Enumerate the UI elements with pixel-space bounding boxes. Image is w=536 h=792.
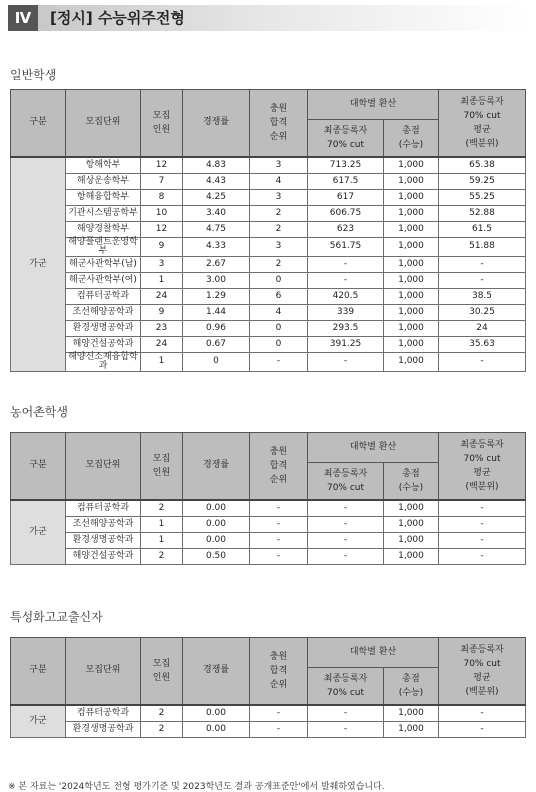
cell-total: 1,000: [384, 548, 439, 564]
table-row: [11, 221, 526, 237]
table-row: [11, 256, 526, 272]
cell-quota: 2: [141, 721, 183, 737]
cell-quota: 7: [141, 173, 183, 189]
cell-rank: 4: [250, 173, 308, 189]
cell-competition: 4.25: [183, 189, 250, 205]
cell-competition: 0.00: [183, 516, 250, 532]
table-row: [11, 288, 526, 304]
cell-rank: -: [250, 532, 308, 548]
cell-quota: 23: [141, 320, 183, 336]
cell-unit: 컴퓨터공학과: [66, 288, 141, 304]
cell-gubun: 가군: [11, 500, 66, 565]
cell-rank: 3: [250, 237, 308, 256]
cell-cut70: -: [308, 272, 384, 288]
cell-quota: 12: [141, 221, 183, 237]
cell-pct: 65.38: [439, 157, 526, 174]
table-general: [10, 89, 526, 372]
cell-total: 1,000: [384, 705, 439, 722]
cell-unit: 환경생명공학과: [66, 532, 141, 548]
cell-rank: 2: [250, 205, 308, 221]
col-quota: 모집 인원: [141, 433, 183, 500]
col-rank: 충원 합격 순위: [250, 433, 308, 500]
cell-total: 1,000: [384, 532, 439, 548]
page-title: [정시] 수능위주전형: [50, 9, 185, 27]
cell-unit: 해양건설공학과: [66, 548, 141, 564]
table-row: [11, 272, 526, 288]
cell-cut70: 339: [308, 304, 384, 320]
col-pct: 최종등록자 70% cut 평균 (백분위): [439, 90, 526, 157]
table-row: [11, 237, 526, 256]
col-conv-group: 대학별 환산: [308, 433, 439, 463]
cell-rank: -: [250, 500, 308, 517]
cell-quota: 10: [141, 205, 183, 221]
cell-rank: 0: [250, 336, 308, 352]
cell-cut70: 391.25: [308, 336, 384, 352]
table-body: [11, 705, 526, 738]
cell-unit: 해양경찰학부: [66, 221, 141, 237]
cell-pct: -: [439, 516, 526, 532]
cell-rank: -: [250, 352, 308, 371]
cell-cut70: 623: [308, 221, 384, 237]
table-row: [11, 500, 526, 517]
table-row: [11, 721, 526, 737]
cell-quota: 12: [141, 157, 183, 174]
cell-quota: 2: [141, 705, 183, 722]
cell-cut70: -: [308, 352, 384, 371]
cell-total: 1,000: [384, 721, 439, 737]
cell-cut70: 293.5: [308, 320, 384, 336]
cell-total: 1,000: [384, 352, 439, 371]
col-pct: 최종등록자 70% cut 평균 (백분위): [439, 433, 526, 500]
section-title-general: 일반학생: [10, 68, 57, 82]
cell-rank: 3: [250, 157, 308, 174]
section-header: [8, 5, 528, 31]
col-quota: 모집 인원: [141, 90, 183, 157]
cell-competition: 0.00: [183, 500, 250, 517]
cell-quota: 24: [141, 288, 183, 304]
cell-total: 1,000: [384, 237, 439, 256]
cell-cut70: 420.5: [308, 288, 384, 304]
col-cut70: 최종등록자 70% cut: [308, 668, 384, 705]
cell-quota: 1: [141, 352, 183, 371]
table-header: [11, 638, 526, 705]
cell-pct: -: [439, 721, 526, 737]
table-row: [11, 705, 526, 722]
cell-competition: 0.00: [183, 705, 250, 722]
cell-cut70: 617: [308, 189, 384, 205]
cell-competition: 0: [183, 352, 250, 371]
col-gubun: 구분: [11, 638, 66, 705]
cell-quota: 1: [141, 272, 183, 288]
cell-total: 1,000: [384, 304, 439, 320]
col-rank: 충원 합격 순위: [250, 90, 308, 157]
cell-competition: 4.33: [183, 237, 250, 256]
cell-total: 1,000: [384, 272, 439, 288]
cell-rank: 2: [250, 256, 308, 272]
cell-quota: 9: [141, 304, 183, 320]
cell-total: 1,000: [384, 256, 439, 272]
col-total: 총점 (수능): [384, 120, 439, 157]
cell-total: 1,000: [384, 173, 439, 189]
cell-pct: -: [439, 532, 526, 548]
cell-unit: 조선해양공학과: [66, 516, 141, 532]
cell-unit: 해군사관학부(남): [66, 256, 141, 272]
cell-pct: -: [439, 705, 526, 722]
cell-total: 1,000: [384, 500, 439, 517]
cell-cut70: -: [308, 500, 384, 517]
col-unit: 모집단위: [66, 433, 141, 500]
cell-unit: 해상운송학부: [66, 173, 141, 189]
cell-rank: 3: [250, 189, 308, 205]
cell-unit: 항해학부: [66, 157, 141, 174]
col-competition: 경쟁률: [183, 433, 250, 500]
cell-pct: -: [439, 548, 526, 564]
cell-quota: 24: [141, 336, 183, 352]
cell-cut70: -: [308, 532, 384, 548]
table-row: [11, 336, 526, 352]
col-pct: 최종등록자 70% cut 평균 (백분위): [439, 638, 526, 705]
cell-cut70: 606.75: [308, 205, 384, 221]
table-row: [11, 548, 526, 564]
cell-competition: 4.83: [183, 157, 250, 174]
col-competition: 경쟁률: [183, 638, 250, 705]
cell-unit: 항해융합학부: [66, 189, 141, 205]
cell-competition: 0.00: [183, 532, 250, 548]
table-header: [11, 90, 526, 157]
cell-competition: 0.67: [183, 336, 250, 352]
cell-pct: 59.25: [439, 173, 526, 189]
col-conv-group: 대학별 환산: [308, 90, 439, 120]
table-row: [11, 532, 526, 548]
cell-gubun: 가군: [11, 705, 66, 738]
table-row: [11, 189, 526, 205]
cell-total: 1,000: [384, 336, 439, 352]
table-row: [11, 352, 526, 371]
cell-quota: 8: [141, 189, 183, 205]
cell-pct: 61.5: [439, 221, 526, 237]
col-cut70: 최종등록자 70% cut: [308, 463, 384, 500]
table-row: [11, 205, 526, 221]
col-unit: 모집단위: [66, 90, 141, 157]
cell-pct: 55.25: [439, 189, 526, 205]
table-vocational: [10, 637, 526, 738]
cell-pct: -: [439, 272, 526, 288]
cell-cut70: -: [308, 548, 384, 564]
table-row: [11, 157, 526, 174]
col-rank: 충원 합격 순위: [250, 638, 308, 705]
cell-pct: 52.88: [439, 205, 526, 221]
col-gubun: 구분: [11, 90, 66, 157]
cell-total: 1,000: [384, 205, 439, 221]
cell-rank: 4: [250, 304, 308, 320]
cell-total: 1,000: [384, 516, 439, 532]
cell-unit: 해양플랜트운영학부: [66, 237, 141, 256]
cell-cut70: 713.25: [308, 157, 384, 174]
col-competition: 경쟁률: [183, 90, 250, 157]
cell-total: 1,000: [384, 221, 439, 237]
cell-total: 1,000: [384, 189, 439, 205]
cell-gubun: 가군: [11, 157, 66, 372]
cell-rank: -: [250, 721, 308, 737]
col-total: 총점 (수능): [384, 668, 439, 705]
col-unit: 모집단위: [66, 638, 141, 705]
table-row: [11, 516, 526, 532]
cell-rank: -: [250, 705, 308, 722]
table-body: [11, 500, 526, 565]
cell-rank: -: [250, 548, 308, 564]
cell-unit: 환경생명공학과: [66, 721, 141, 737]
table-rural: [10, 432, 526, 565]
cell-competition: 1.44: [183, 304, 250, 320]
section-title-vocational: 특성화고교출신자: [10, 610, 103, 624]
cell-quota: 1: [141, 516, 183, 532]
cell-unit: 해군사관학부(여): [66, 272, 141, 288]
cell-cut70: 561.75: [308, 237, 384, 256]
table-row: [11, 173, 526, 189]
cell-competition: 1.29: [183, 288, 250, 304]
cell-unit: 환경생명공학과: [66, 320, 141, 336]
cell-rank: 2: [250, 221, 308, 237]
cell-cut70: -: [308, 516, 384, 532]
cell-unit: 기관시스템공학부: [66, 205, 141, 221]
cell-competition: 4.43: [183, 173, 250, 189]
table-body: [11, 157, 526, 372]
cell-quota: 2: [141, 548, 183, 564]
cell-pct: 30.25: [439, 304, 526, 320]
col-cut70: 최종등록자 70% cut: [308, 120, 384, 157]
cell-pct: 24: [439, 320, 526, 336]
cell-quota: 2: [141, 500, 183, 517]
col-total: 총점 (수능): [384, 463, 439, 500]
cell-pct: -: [439, 256, 526, 272]
col-quota: 모집 인원: [141, 638, 183, 705]
cell-cut70: -: [308, 256, 384, 272]
cell-unit: 조선해양공학과: [66, 304, 141, 320]
cell-cut70: -: [308, 705, 384, 722]
cell-cut70: -: [308, 721, 384, 737]
footnote: ※ 본 자료는 '2024학년도 전형 평가기준 및 2023학년도 결과 공개표준안'에서 발췌하였습니다.: [8, 782, 385, 792]
col-gubun: 구분: [11, 433, 66, 500]
cell-unit: 컴퓨터공학과: [66, 705, 141, 722]
cell-competition: 2.67: [183, 256, 250, 272]
cell-competition: 0.00: [183, 721, 250, 737]
cell-quota: 3: [141, 256, 183, 272]
col-conv-group: 대학별 환산: [308, 638, 439, 668]
cell-total: 1,000: [384, 157, 439, 174]
cell-pct: 51.88: [439, 237, 526, 256]
cell-rank: 0: [250, 320, 308, 336]
cell-competition: 0.50: [183, 548, 250, 564]
cell-total: 1,000: [384, 288, 439, 304]
table-header: [11, 433, 526, 500]
cell-pct: -: [439, 500, 526, 517]
cell-rank: 6: [250, 288, 308, 304]
cell-unit: 컴퓨터공학과: [66, 500, 141, 517]
cell-cut70: 617.5: [308, 173, 384, 189]
cell-pct: -: [439, 352, 526, 371]
cell-pct: 35.63: [439, 336, 526, 352]
table-row: [11, 304, 526, 320]
cell-pct: 38.5: [439, 288, 526, 304]
section-title-rural: 농어촌학생: [10, 405, 68, 419]
cell-unit: 해양신소재융합학과: [66, 352, 141, 371]
cell-quota: 1: [141, 532, 183, 548]
cell-total: 1,000: [384, 320, 439, 336]
section-number-badge: Ⅳ: [8, 5, 38, 31]
cell-rank: -: [250, 516, 308, 532]
section-header-bar: [38, 5, 528, 31]
cell-competition: 3.00: [183, 272, 250, 288]
table-row: [11, 320, 526, 336]
cell-rank: 0: [250, 272, 308, 288]
cell-competition: 3.40: [183, 205, 250, 221]
cell-competition: 4.75: [183, 221, 250, 237]
cell-unit: 해양건설공학과: [66, 336, 141, 352]
cell-competition: 0.96: [183, 320, 250, 336]
cell-quota: 9: [141, 237, 183, 256]
